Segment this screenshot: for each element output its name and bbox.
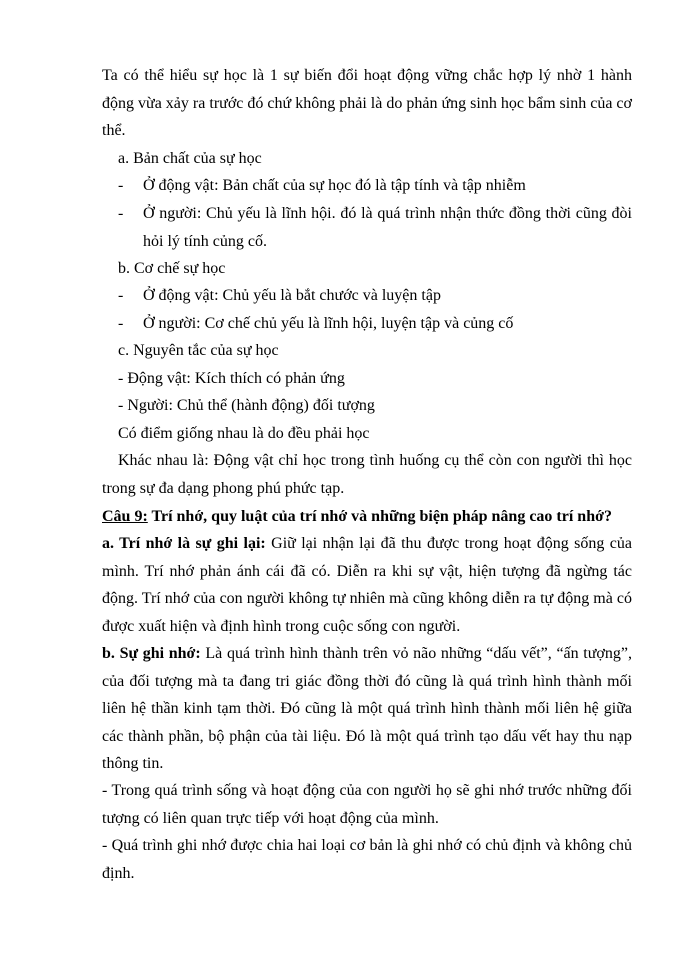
- memory-life-paragraph: - Trong quá trình sống và hoạt động của con người họ sẽ ghi nhớ trước những đối tượng có liên quan trực tiếp với hoạt động của mình.: [102, 782, 632, 827]
- memorization-paragraph: [102, 640, 632, 778]
- memory-types-paragraph: - Quá trình ghi nhớ được chia hai loại cơ bản là ghi nhớ có chủ định và không chủ định.: [102, 837, 632, 882]
- section-c-difference: Khác nhau là: Động vật chỉ học trong tình huống cụ thể còn con người thì học trong sự đa dạng phong phú phức tạp.: [102, 452, 632, 497]
- memory-definition-paragraph: [102, 530, 632, 640]
- section-b-heading: b. Cơ chế sự học: [118, 260, 226, 277]
- section-c-heading: c. Nguyên tắc của sự học: [118, 342, 279, 359]
- section-c-line: - Động vật: Kích thích có phản ứng: [118, 370, 345, 387]
- section-a-bullet: Ở người: Chủ yếu là lĩnh hội. đó là quá trình nhận thức đồng thời cũng đòi hỏi lý tính củng cố.: [143, 205, 632, 250]
- section-a-heading: a. Bản chất của sự học: [118, 150, 262, 167]
- memory-definition-label: a. Trí nhớ là sự ghi lại:: [102, 535, 266, 552]
- section-b-bullet: Ở người: Cơ chế chủ yếu là lĩnh hội, luyện tập và củng cố: [143, 315, 514, 332]
- bullet-dash: -: [118, 315, 124, 332]
- memorization-label: b. Sự ghi nhớ:: [102, 645, 201, 662]
- section-a-bullet: Ở động vật: Bản chất của sự học đó là tập tính và tập nhiễm: [143, 177, 526, 194]
- intro-paragraph: Ta có thể hiểu sự học là 1 sự biến đổi hoạt động vững chắc hợp lý nhờ 1 hành động vừa xảy ra trước đó chứ không phải là do phản ứng sinh học bẩm sinh của cơ thể.: [102, 67, 632, 139]
- question-9-title: Trí nhớ, quy luật của trí nhớ và những biện pháp nâng cao trí nhớ?: [147, 508, 612, 525]
- section-c-line: Có điểm giống nhau là do đều phải học: [118, 425, 370, 442]
- bullet-dash: -: [118, 287, 124, 304]
- question-9-label: Câu 9:: [102, 508, 148, 525]
- section-c-line: - Người: Chủ thể (hành động) đối tượng: [118, 397, 375, 414]
- memorization-text: Là quá trình hình thành trên vỏ não những “dấu vết”, “ấn tượng”, của đối tượng mà ta đang tri giác đồng thời đó cũng là quá trình hình thành mối liên hệ thần kinh tạm thời. Đó cũng là một quá trình hình thành mối liên hệ giữa các thành phần, bộ phận của tài liệu. Đó là một quá trình tạo dấu vết hay thu nạp thông tin.: [102, 645, 632, 772]
- question-9-heading: [102, 503, 632, 531]
- section-b-bullet: Ở động vật: Chủ yếu là bắt chước và luyện tập: [143, 287, 441, 304]
- memory-definition-text: Giữ lại nhận lại đã thu được trong hoạt động sống của mình. Trí nhớ phản ánh cái đã có. Diễn ra khi sự vật, hiện tượng đã ngừng tác động. Trí nhớ của con người không tự nhiên mà cũng không diễn ra tự động mà có được xuất hiện và định hình trong cuộc sống con người.: [102, 535, 633, 635]
- bullet-dash: -: [118, 205, 124, 222]
- bullet-dash: -: [118, 177, 124, 194]
